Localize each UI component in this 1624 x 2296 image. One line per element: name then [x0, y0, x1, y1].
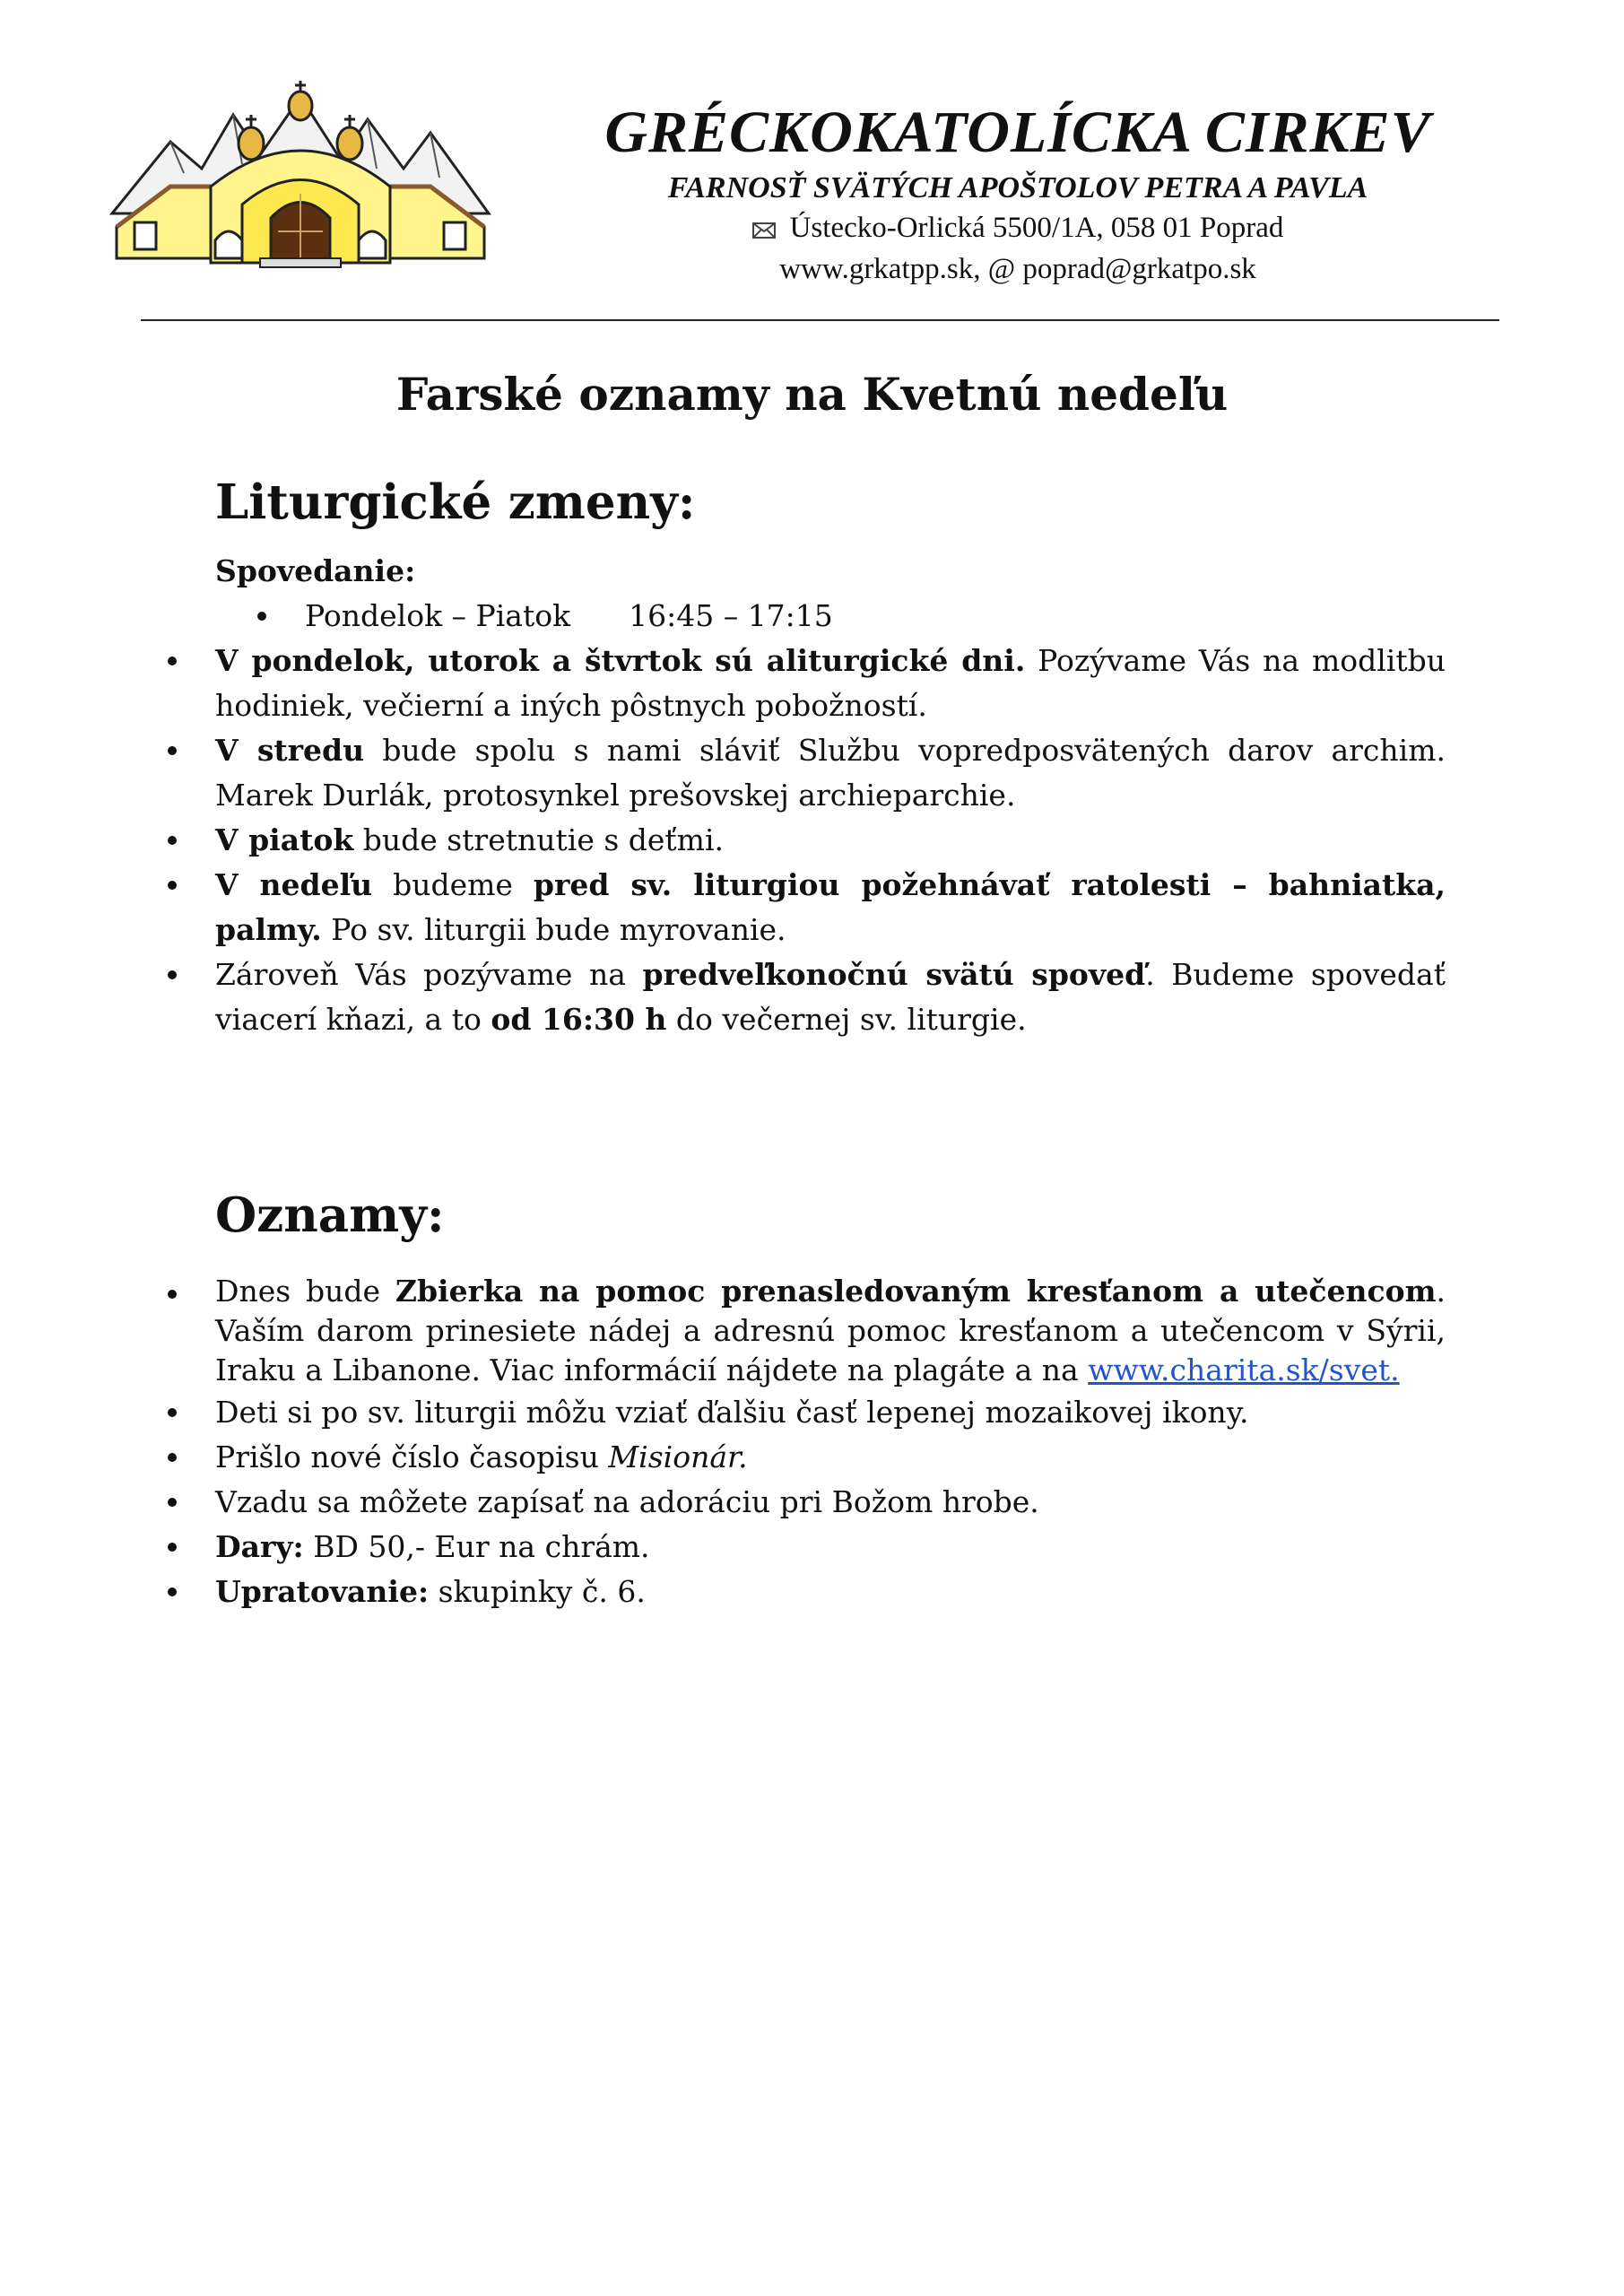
web-contact: www.grkatpp.sk, @ poprad@grkatpo.sk — [779, 253, 1256, 286]
list-item: V pondelok, utorok a štvrtok sú aliturgické dni. Pozývame Vás na modlitbu hodiniek, večierní a iných pôstnych pobožností. — [215, 639, 1446, 728]
charita-link[interactable]: www.charita.sk/svet. — [1088, 1352, 1400, 1387]
list-item: Dary: BD 50,- Eur na chrám. — [215, 1525, 1446, 1570]
liturgical-heading: Liturgické zmeny: — [215, 474, 696, 530]
church-logo-icon — [108, 79, 493, 272]
list-item: Dnes bude Zbierka na pomoc prenasledovaným kresťanom a utečencom. Vaším darom prinesiete nádej a adresnú pomoc kresťanom a utečencom v Sýrii, Iraku a Libanone. Viac informácií nájdete na plagáte a na www.charita.sk/svet. — [215, 1272, 1446, 1390]
envelope-icon — [752, 210, 776, 249]
parish-name: FARNOSŤ SVÄTÝCH APOŠTOLOV PETRA A PAVLA — [667, 171, 1368, 204]
page-title: Farské oznamy na Kvetnú nedeľu — [395, 368, 1229, 421]
confession-schedule — [305, 594, 1202, 639]
list-item: V stredu bude spolu s nami sláviť Službu vopredposvätených darov archim. Marek Durlák, protosynkel prešovskej archieparchie. — [215, 728, 1446, 818]
church-name: GRÉCKOKATOLÍCKA CIRKEV — [604, 100, 1431, 165]
list-item: V nedeľu budeme pred sv. liturgiou požehnávať ratolesti – bahniatka, palmy. Po sv. liturgii bude myrovanie. — [215, 863, 1446, 952]
list-item: Vzadu sa môžete zapísať na adoráciu pri Božom hrobe. — [215, 1480, 1446, 1525]
address: Ústecko-Orlická 5500/1A, 058 01 Poprad — [789, 212, 1284, 244]
header-divider — [141, 319, 1499, 321]
list-item: Pondelok – Piatok 16:45 – 17:15 — [305, 594, 1202, 639]
liturgical-list — [215, 639, 1446, 1042]
notices-list — [215, 1272, 1446, 1614]
list-item: Deti si po sv. liturgii môžu vziať ďalšiu časť lepenej mozaikovej ikony. — [215, 1390, 1446, 1435]
list-item: Upratovanie: skupinky č. 6. — [215, 1570, 1446, 1614]
letterhead — [502, 97, 1533, 289]
confession-label: Spovedanie: — [215, 553, 416, 588]
list-item: V piatok bude stretnutie s deťmi. — [215, 818, 1446, 863]
address-line — [502, 208, 1533, 249]
list-item: Zároveň Vás pozývame na predveľkonočnú svätú spoveď. Budeme spovedať viacerí kňazi, a to od 16:30 h do večernej sv. liturgie. — [215, 952, 1446, 1042]
list-item: Prišlo nové číslo časopisu Misionár. — [215, 1435, 1446, 1480]
notices-heading: Oznamy: — [215, 1187, 445, 1243]
